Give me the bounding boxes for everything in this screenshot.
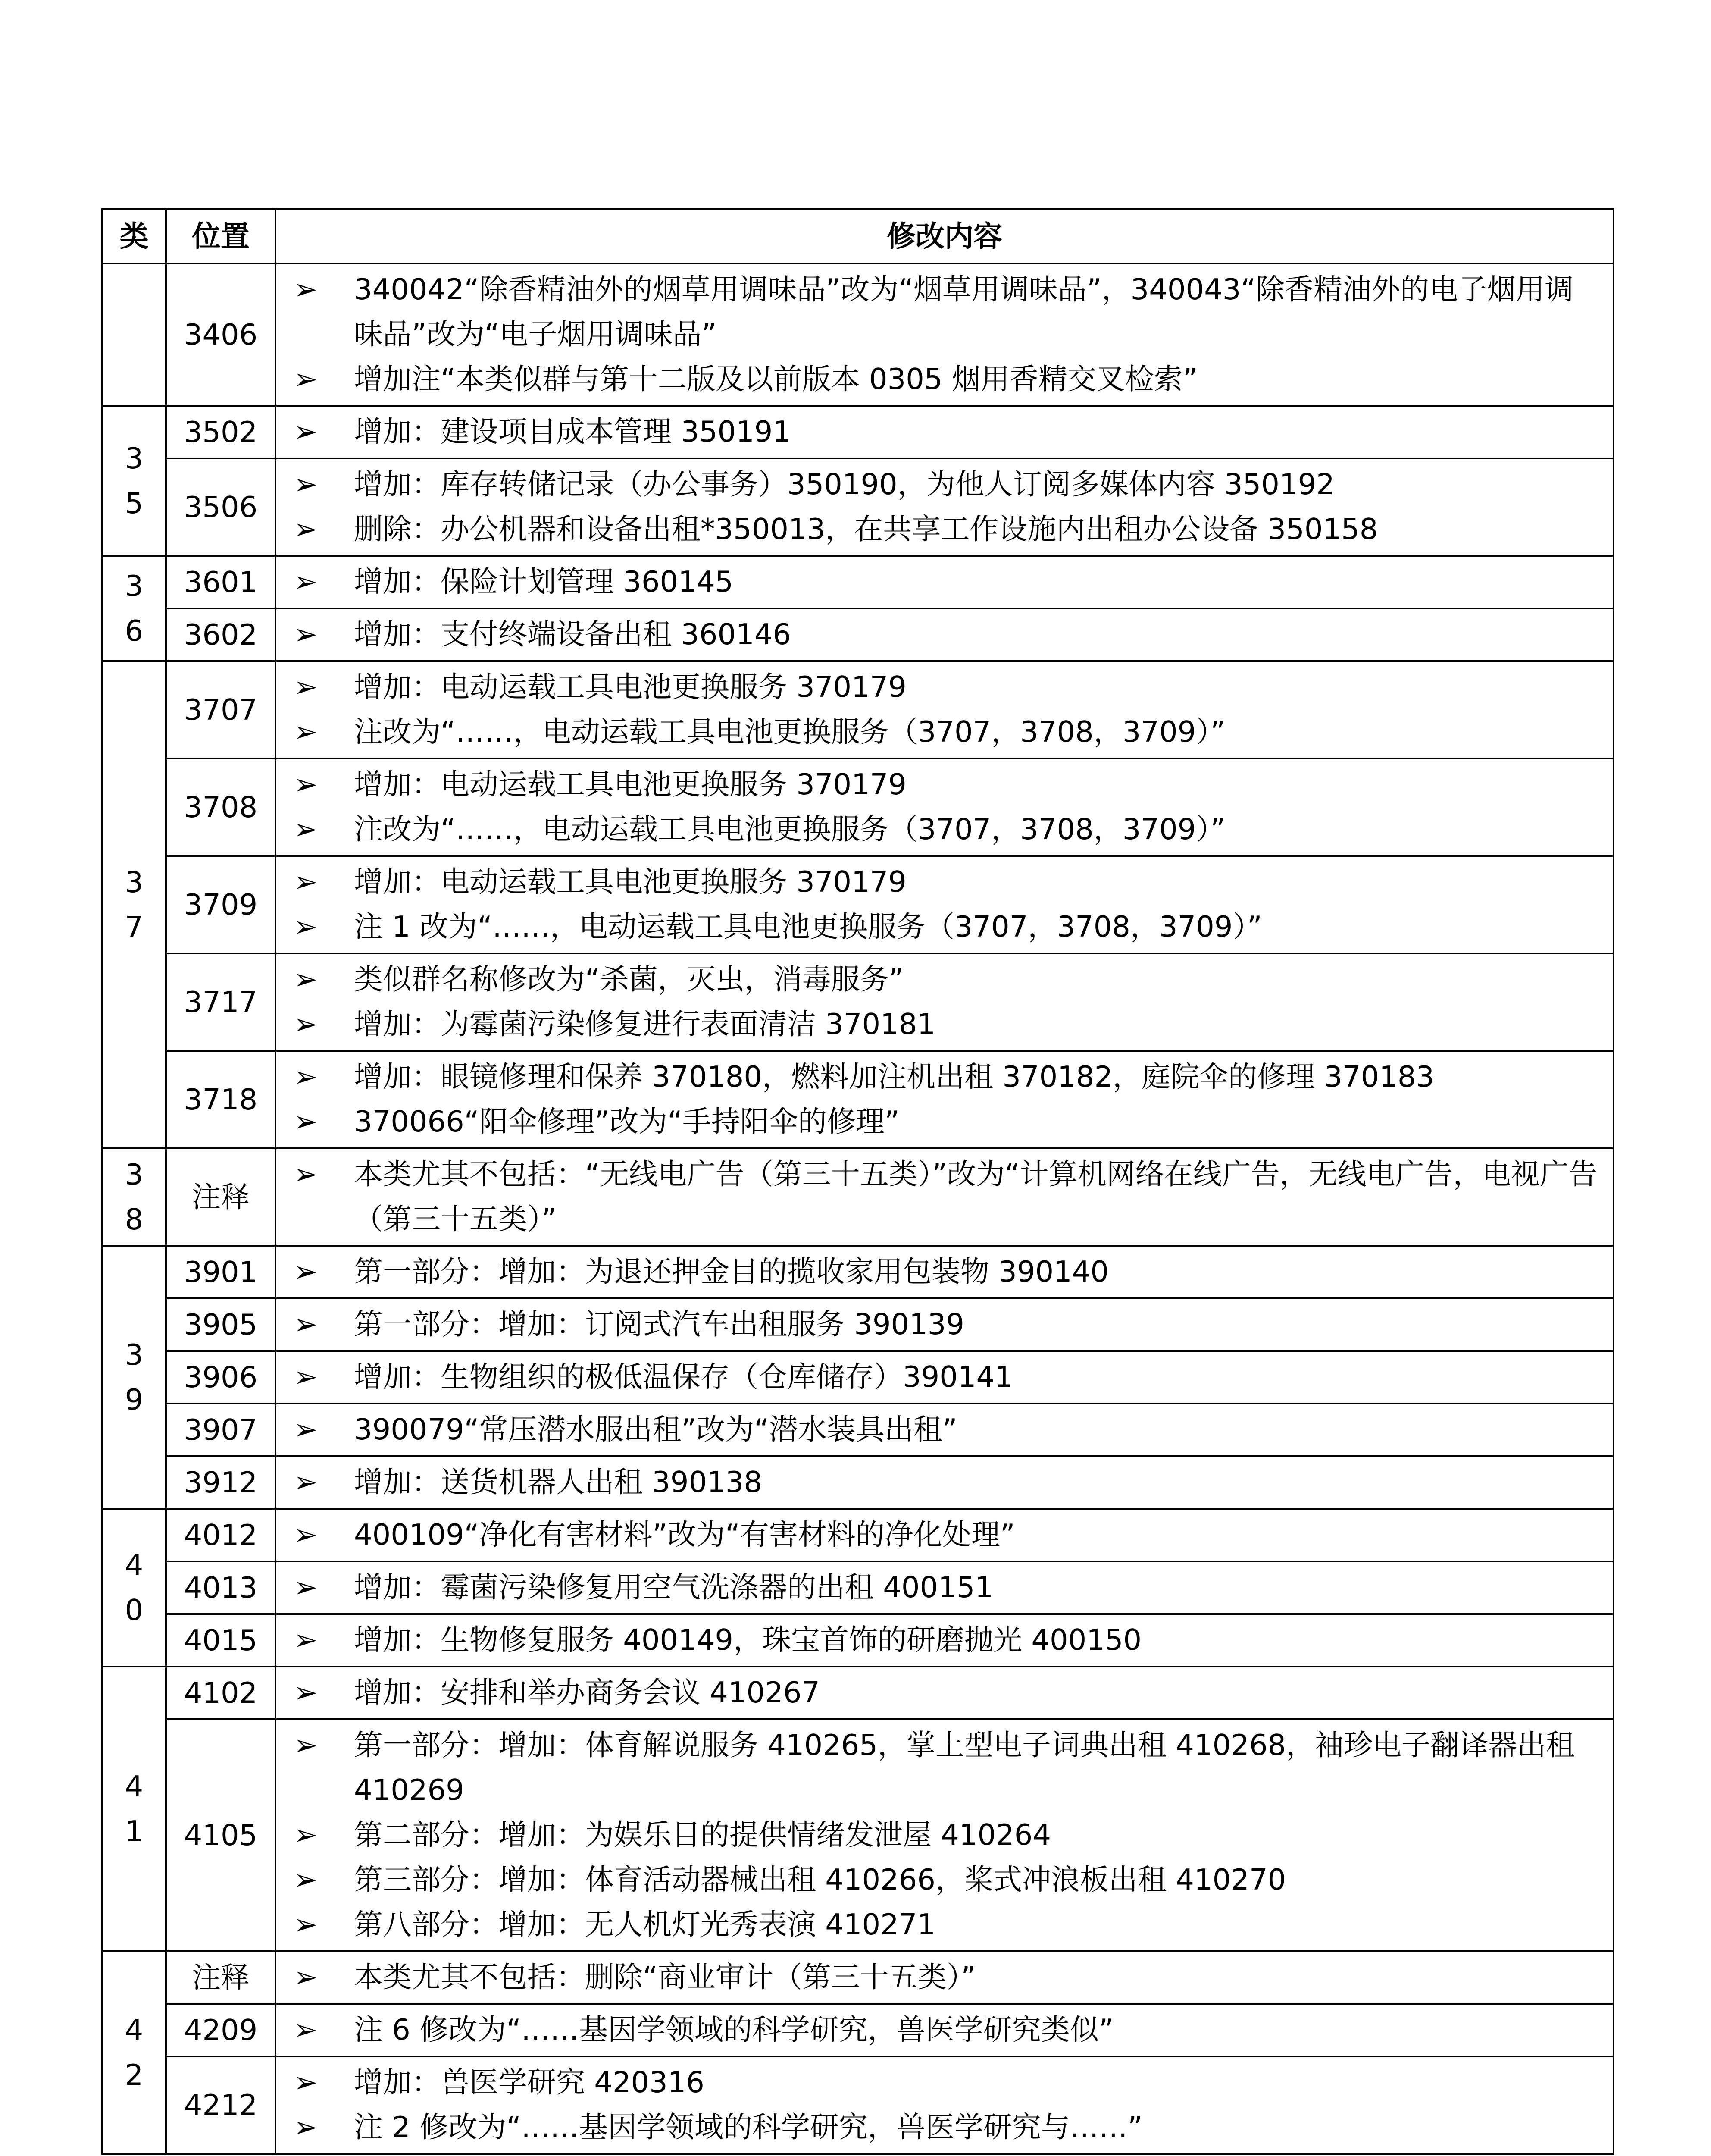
list-item <box>294 1617 1600 1662</box>
arrow-bullet-icon: ➢ <box>294 812 318 846</box>
arrow-bullet-icon: ➢ <box>294 2065 318 2099</box>
position-cell: 3506 <box>166 458 275 556</box>
table-row <box>102 758 1614 856</box>
header-content: 修改内容 <box>275 209 1614 263</box>
content-cell <box>275 1456 1614 1509</box>
arrow-bullet-icon: ➢ <box>294 512 318 546</box>
content-cell <box>275 1051 1614 1148</box>
item-text: 注改为“……，电动运载工具电池更换服务（3707，3708，3709）” <box>354 812 1226 846</box>
class-cell <box>102 263 166 406</box>
position-cell: 3601 <box>166 556 275 608</box>
content-cell <box>275 458 1614 556</box>
content-cell <box>275 1298 1614 1351</box>
content-cell <box>275 2056 1614 2154</box>
list-item <box>294 612 1600 657</box>
arrow-bullet-icon: ➢ <box>294 1728 318 1762</box>
position-cell: 3718 <box>166 1051 275 1148</box>
item-text: 增加：生物修复服务 400149，珠宝首饰的研磨抛光 400150 <box>354 1623 1142 1657</box>
item-text: 增加：保险计划管理 360145 <box>354 565 734 599</box>
list-item <box>294 1407 1600 1452</box>
arrow-bullet-icon: ➢ <box>294 1307 318 1341</box>
position-cell: 3602 <box>166 608 275 661</box>
class-number: 3 6 <box>125 569 144 648</box>
table-row <box>102 1667 1614 1719</box>
content-cell <box>275 758 1614 856</box>
table-row <box>102 608 1614 661</box>
list-item <box>294 1460 1600 1504</box>
header-position: 位置 <box>166 209 275 263</box>
table-row <box>102 1509 1614 1561</box>
list-item <box>294 559 1600 604</box>
class-number: 3 9 <box>125 1338 144 1416</box>
position-cell: 注释 <box>166 1951 275 2004</box>
table-row <box>102 406 1614 458</box>
table-row <box>102 953 1614 1051</box>
list-item <box>294 1670 1600 1715</box>
arrow-bullet-icon: ➢ <box>294 1157 318 1191</box>
arrow-bullet-icon: ➢ <box>294 1007 318 1041</box>
item-text: 增加：安排和举办商务会议 410267 <box>354 1676 820 1709</box>
item-text: 390079“常压潜水服出租”改为“潜水装具出租” <box>354 1413 957 1446</box>
class-cell <box>102 1667 166 1951</box>
content-cell <box>275 1351 1614 1404</box>
arrow-bullet-icon: ➢ <box>294 910 318 943</box>
list-item <box>294 1249 1600 1294</box>
item-text: 注 1 改为“……，电动运载工具电池更换服务（3707，3708，3709）” <box>354 910 1262 943</box>
list-item <box>294 762 1600 807</box>
arrow-bullet-icon: ➢ <box>294 2013 318 2046</box>
content-cell <box>275 661 1614 758</box>
class-number: 4 2 <box>125 2013 144 2092</box>
table-row <box>102 1246 1614 1298</box>
arrow-bullet-icon: ➢ <box>294 1570 318 1604</box>
content-cell <box>275 556 1614 608</box>
item-text: 增加：为霉菌污染修复进行表面清洁 370181 <box>354 1007 936 1041</box>
position-cell: 3406 <box>166 263 275 406</box>
position-cell: 3709 <box>166 856 275 953</box>
arrow-bullet-icon: ➢ <box>294 1518 318 1551</box>
arrow-bullet-icon: ➢ <box>294 1863 318 1896</box>
item-text: 增加：送货机器人出租 390138 <box>354 1465 763 1499</box>
arrow-bullet-icon: ➢ <box>294 865 318 899</box>
item-text: 第一部分：增加：为退还押金目的揽收家用包装物 390140 <box>354 1255 1109 1288</box>
class-cell <box>102 406 166 556</box>
arrow-bullet-icon: ➢ <box>294 1623 318 1657</box>
item-text: 注 6 修改为“……基因学领域的科学研究，兽医学研究类似” <box>354 2013 1114 2046</box>
arrow-bullet-icon: ➢ <box>294 1105 318 1138</box>
table-row <box>102 1719 1614 1951</box>
item-text: 第二部分：增加：为娱乐目的提供情绪发泄屋 410264 <box>354 1818 1051 1852</box>
arrow-bullet-icon: ➢ <box>294 467 318 501</box>
arrow-bullet-icon: ➢ <box>294 1465 318 1499</box>
arrow-bullet-icon: ➢ <box>294 670 318 704</box>
table-row <box>102 1404 1614 1456</box>
content-cell <box>275 608 1614 661</box>
table-row <box>102 1951 1614 2004</box>
position-cell: 3907 <box>166 1404 275 1456</box>
list-item <box>294 904 1600 949</box>
table-row <box>102 1561 1614 1614</box>
arrow-bullet-icon: ➢ <box>294 565 318 599</box>
list-item <box>294 1857 1600 1902</box>
arrow-bullet-icon: ➢ <box>294 1060 318 1094</box>
item-text: 增加注“本类似群与第十二版及以前版本 0305 烟用香精交叉检索” <box>354 362 1198 396</box>
position-cell: 3502 <box>166 406 275 458</box>
list-item <box>294 1354 1600 1399</box>
item-text: 增加：电动运载工具电池更换服务 370179 <box>354 670 907 704</box>
table-row <box>102 1614 1614 1667</box>
class-cell <box>102 556 166 661</box>
table-row <box>102 1456 1614 1509</box>
position-cell: 4012 <box>166 1509 275 1561</box>
arrow-bullet-icon: ➢ <box>294 273 318 306</box>
list-item <box>294 1054 1600 1099</box>
list-item <box>294 2060 1600 2105</box>
arrow-bullet-icon: ➢ <box>294 617 318 651</box>
item-text: 注改为“……，电动运载工具电池更换服务（3707，3708，3709）” <box>354 715 1226 749</box>
table-header-row <box>102 209 1614 263</box>
arrow-bullet-icon: ➢ <box>294 2110 318 2144</box>
item-text: 增加：电动运载工具电池更换服务 370179 <box>354 865 907 899</box>
item-text: 340042“除香精油外的烟草用调味品”改为“烟草用调味品”，340043“除香精油外的电子烟用调味品”改为“电子烟用调味品” <box>354 273 1574 351</box>
list-item <box>294 462 1600 507</box>
table-row <box>102 2004 1614 2056</box>
table-row <box>102 856 1614 953</box>
list-item <box>294 2105 1600 2150</box>
item-text: 增加：眼镜修理和保养 370180，燃料加注机出租 370182，庭院伞的修理 370183 <box>354 1060 1435 1094</box>
item-text: 第一部分：增加：体育解说服务 410265，掌上型电子词典出租 410268，袖珍电子翻译器出租 410269 <box>354 1728 1575 1807</box>
item-text: 第一部分：增加：订阅式汽车出租服务 390139 <box>354 1307 965 1341</box>
list-item <box>294 1723 1600 1812</box>
content-cell <box>275 1509 1614 1561</box>
arrow-bullet-icon: ➢ <box>294 1360 318 1394</box>
list-item <box>294 664 1600 709</box>
position-cell: 4209 <box>166 2004 275 2056</box>
arrow-bullet-icon: ➢ <box>294 1818 318 1852</box>
list-item <box>294 1512 1600 1557</box>
position-cell: 3708 <box>166 758 275 856</box>
position-cell: 3912 <box>166 1456 275 1509</box>
list-item <box>294 2007 1600 2052</box>
arrow-bullet-icon: ➢ <box>294 768 318 801</box>
list-item <box>294 807 1600 852</box>
arrow-bullet-icon: ➢ <box>294 1960 318 1994</box>
table-row <box>102 458 1614 556</box>
list-item <box>294 1152 1600 1241</box>
table-row <box>102 1298 1614 1351</box>
table-row <box>102 661 1614 758</box>
item-text: 增加：支付终端设备出租 360146 <box>354 617 791 651</box>
item-text: 400109“净化有害材料”改为“有害材料的净化处理” <box>354 1518 1015 1551</box>
position-cell: 3901 <box>166 1246 275 1298</box>
content-cell <box>275 856 1614 953</box>
list-item <box>294 1302 1600 1347</box>
position-cell: 4105 <box>166 1719 275 1951</box>
modification-table <box>101 208 1614 2155</box>
header-class: 类 <box>102 209 166 263</box>
item-text: 删除：办公机器和设备出租*350013，在共享工作设施内出租办公设备 350158 <box>354 512 1378 546</box>
content-cell <box>275 1404 1614 1456</box>
table-row <box>102 556 1614 608</box>
item-text: 增加：电动运载工具电池更换服务 370179 <box>354 768 907 801</box>
item-text: 第三部分：增加：体育活动器械出租 410266，桨式冲浪板出租 410270 <box>354 1863 1286 1896</box>
table-body <box>102 263 1614 2154</box>
content-cell <box>275 2004 1614 2056</box>
position-cell: 3906 <box>166 1351 275 1404</box>
content-cell <box>275 1667 1614 1719</box>
list-item <box>294 859 1600 904</box>
item-text: 类似群名称修改为“杀菌，灭虫，消毒服务” <box>354 962 904 996</box>
content-cell <box>275 1561 1614 1614</box>
item-text: 增加：兽医学研究 420316 <box>354 2065 705 2099</box>
class-cell <box>102 1148 166 1246</box>
class-number: 4 0 <box>125 1548 144 1627</box>
class-cell <box>102 661 166 1148</box>
item-text: 本类尤其不包括：删除“商业审计（第三十五类）” <box>354 1960 976 1994</box>
arrow-bullet-icon: ➢ <box>294 1676 318 1709</box>
item-text: 本类尤其不包括：“无线电广告（第三十五类）”改为“计算机网络在线广告，无线电广告，电视广告（第三十五类）” <box>354 1157 1598 1236</box>
content-cell <box>275 1951 1614 2004</box>
content-cell <box>275 263 1614 406</box>
item-text: 增加：生物组织的极低温保存（仓库储存）390141 <box>354 1360 1013 1394</box>
list-item <box>294 409 1600 454</box>
item-text: 增加：库存转储记录（办公事务）350190，为他人订阅多媒体内容 350192 <box>354 467 1335 501</box>
list-item <box>294 957 1600 1002</box>
list-item <box>294 1099 1600 1144</box>
item-text: 370066“阳伞修理”改为“手持阳伞的修理” <box>354 1105 900 1138</box>
item-text: 注 2 修改为“……基因学领域的科学研究，兽医学研究与……” <box>354 2110 1143 2144</box>
table-row <box>102 263 1614 406</box>
list-item <box>294 1902 1600 1947</box>
content-cell <box>275 1246 1614 1298</box>
content-cell <box>275 1719 1614 1951</box>
content-cell <box>275 1148 1614 1246</box>
list-item <box>294 507 1600 552</box>
arrow-bullet-icon: ➢ <box>294 1908 318 1941</box>
table-row <box>102 1148 1614 1246</box>
class-number: 4 1 <box>125 1770 144 1848</box>
position-cell: 3707 <box>166 661 275 758</box>
list-item <box>294 1812 1600 1857</box>
position-cell: 3905 <box>166 1298 275 1351</box>
arrow-bullet-icon: ➢ <box>294 1255 318 1288</box>
list-item <box>294 357 1600 401</box>
position-cell: 4015 <box>166 1614 275 1667</box>
position-cell: 注释 <box>166 1148 275 1246</box>
class-cell <box>102 1951 166 2154</box>
item-text: 增加：霉菌污染修复用空气洗涤器的出租 400151 <box>354 1570 994 1604</box>
class-cell <box>102 1509 166 1667</box>
position-cell: 4013 <box>166 1561 275 1614</box>
arrow-bullet-icon: ➢ <box>294 962 318 996</box>
list-item <box>294 1955 1600 1999</box>
item-text: 第八部分：增加：无人机灯光秀表演 410271 <box>354 1908 936 1941</box>
class-number: 3 5 <box>125 442 144 520</box>
list-item <box>294 267 1600 357</box>
table-row <box>102 2056 1614 2154</box>
list-item <box>294 709 1600 754</box>
arrow-bullet-icon: ➢ <box>294 415 318 448</box>
content-cell <box>275 953 1614 1051</box>
list-item <box>294 1565 1600 1610</box>
item-text: 增加：建设项目成本管理 350191 <box>354 415 791 448</box>
position-cell: 3717 <box>166 953 275 1051</box>
content-cell <box>275 406 1614 458</box>
table-row <box>102 1051 1614 1148</box>
class-number: 3 7 <box>125 865 144 944</box>
arrow-bullet-icon: ➢ <box>294 362 318 396</box>
table-row <box>102 1351 1614 1404</box>
class-cell <box>102 1246 166 1509</box>
arrow-bullet-icon: ➢ <box>294 715 318 749</box>
class-number: 3 8 <box>125 1158 144 1236</box>
arrow-bullet-icon: ➢ <box>294 1413 318 1446</box>
position-cell: 4212 <box>166 2056 275 2154</box>
content-cell <box>275 1614 1614 1667</box>
position-cell: 4102 <box>166 1667 275 1719</box>
list-item <box>294 1002 1600 1047</box>
